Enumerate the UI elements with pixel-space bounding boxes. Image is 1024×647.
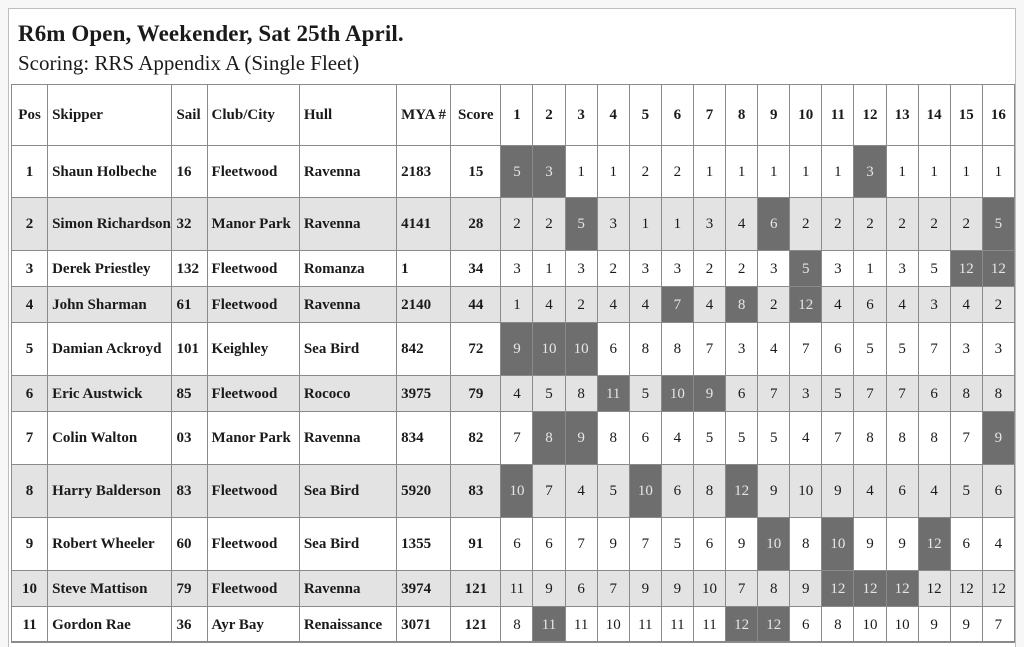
sail-cell: 16 <box>172 146 207 198</box>
race-score-discarded: 12 <box>982 251 1014 287</box>
race-score: 11 <box>565 607 597 643</box>
race-score: 7 <box>501 412 533 465</box>
race-score: 1 <box>533 251 565 287</box>
race-score-discarded: 6 <box>758 198 790 251</box>
sail-cell: 85 <box>172 376 207 412</box>
race-score: 5 <box>918 251 950 287</box>
race-score: 7 <box>565 518 597 571</box>
race-score-discarded: 9 <box>565 412 597 465</box>
table-bottom-rule <box>11 641 1015 642</box>
sail-cell: 32 <box>172 198 207 251</box>
score-cell: 91 <box>451 518 501 571</box>
col-header-race-7: 7 <box>693 85 725 146</box>
race-score: 9 <box>822 465 854 518</box>
race-score: 3 <box>790 376 822 412</box>
race-score-discarded: 12 <box>726 607 758 643</box>
table-row <box>12 251 1015 287</box>
race-score-discarded: 3 <box>854 146 886 198</box>
race-score: 7 <box>918 323 950 376</box>
table-row <box>12 518 1015 571</box>
race-score: 1 <box>501 287 533 323</box>
club-cell: Fleetwood <box>207 465 299 518</box>
race-score-discarded: 12 <box>726 465 758 518</box>
club-cell: Fleetwood <box>207 146 299 198</box>
race-score: 8 <box>501 607 533 643</box>
skipper-cell: Eric Austwick <box>48 376 172 412</box>
race-score: 11 <box>661 607 693 643</box>
col-header-race-13: 13 <box>886 85 918 146</box>
score-cell: 121 <box>451 607 501 643</box>
table-row <box>12 412 1015 465</box>
race-score: 8 <box>629 323 661 376</box>
mya-cell: 5920 <box>397 465 451 518</box>
hull-cell: Renaissance <box>299 607 396 643</box>
page-title: R6m Open, Weekender, Sat 25th April. <box>18 21 404 46</box>
race-score: 8 <box>790 518 822 571</box>
skipper-cell: Shaun Holbeche <box>48 146 172 198</box>
race-score: 4 <box>982 518 1014 571</box>
race-score-discarded: 10 <box>822 518 854 571</box>
col-header-race-10: 10 <box>790 85 822 146</box>
race-score-discarded: 12 <box>854 571 886 607</box>
table-row <box>12 376 1015 412</box>
race-score: 4 <box>854 465 886 518</box>
race-score: 11 <box>629 607 661 643</box>
race-score: 9 <box>886 518 918 571</box>
race-score: 3 <box>950 323 982 376</box>
race-score: 9 <box>790 571 822 607</box>
race-score: 2 <box>693 251 725 287</box>
race-score: 4 <box>950 287 982 323</box>
race-score: 2 <box>661 146 693 198</box>
hull-cell: Sea Bird <box>299 465 396 518</box>
race-score-discarded: 5 <box>501 146 533 198</box>
mya-cell: 4141 <box>397 198 451 251</box>
race-score: 2 <box>982 287 1014 323</box>
hull-cell: Ravenna <box>299 287 396 323</box>
race-score: 3 <box>693 198 725 251</box>
hull-cell: Ravenna <box>299 412 396 465</box>
race-score: 8 <box>693 465 725 518</box>
club-cell: Keighley <box>207 323 299 376</box>
race-score: 1 <box>822 146 854 198</box>
race-score: 6 <box>565 571 597 607</box>
results-table <box>11 84 1015 643</box>
race-score-discarded: 12 <box>758 607 790 643</box>
race-score: 8 <box>822 607 854 643</box>
mya-cell: 3975 <box>397 376 451 412</box>
race-score: 1 <box>693 146 725 198</box>
race-score: 6 <box>597 323 629 376</box>
col-header-race-9: 9 <box>758 85 790 146</box>
mya-cell: 834 <box>397 412 451 465</box>
score-cell: 44 <box>451 287 501 323</box>
race-score: 8 <box>565 376 597 412</box>
sail-cell: 60 <box>172 518 207 571</box>
race-score: 6 <box>822 323 854 376</box>
mya-cell: 3974 <box>397 571 451 607</box>
score-cell: 72 <box>451 323 501 376</box>
race-score: 4 <box>726 198 758 251</box>
race-score: 1 <box>982 146 1014 198</box>
race-score: 4 <box>533 287 565 323</box>
race-score: 1 <box>886 146 918 198</box>
race-score: 9 <box>854 518 886 571</box>
race-score: 2 <box>501 198 533 251</box>
race-score: 7 <box>533 465 565 518</box>
club-cell: Manor Park <box>207 198 299 251</box>
race-score: 2 <box>886 198 918 251</box>
race-score: 7 <box>822 412 854 465</box>
skipper-cell: Robert Wheeler <box>48 518 172 571</box>
race-score: 12 <box>918 571 950 607</box>
score-cell: 83 <box>451 465 501 518</box>
skipper-cell: Steve Mattison <box>48 571 172 607</box>
pos-cell: 2 <box>12 198 48 251</box>
col-header-race-2: 2 <box>533 85 565 146</box>
race-score: 3 <box>758 251 790 287</box>
race-score: 7 <box>693 323 725 376</box>
skipper-cell: Derek Priestley <box>48 251 172 287</box>
pos-cell: 5 <box>12 323 48 376</box>
race-score: 3 <box>629 251 661 287</box>
sail-cell: 101 <box>172 323 207 376</box>
race-score: 9 <box>661 571 693 607</box>
mya-cell: 842 <box>397 323 451 376</box>
race-score: 9 <box>950 607 982 643</box>
hull-cell: Rococo <box>299 376 396 412</box>
race-score: 2 <box>565 287 597 323</box>
race-score: 5 <box>758 412 790 465</box>
col-header-race-16: 16 <box>982 85 1014 146</box>
col-header-race-5: 5 <box>629 85 661 146</box>
score-cell: 82 <box>451 412 501 465</box>
race-score: 7 <box>726 571 758 607</box>
race-score: 1 <box>629 198 661 251</box>
race-score: 8 <box>597 412 629 465</box>
col-header-pos: Pos <box>12 85 48 146</box>
race-score: 8 <box>950 376 982 412</box>
pos-cell: 3 <box>12 251 48 287</box>
race-score: 1 <box>565 146 597 198</box>
hull-cell: Ravenna <box>299 146 396 198</box>
hull-cell: Romanza <box>299 251 396 287</box>
race-score-discarded: 10 <box>533 323 565 376</box>
race-score: 6 <box>629 412 661 465</box>
table-row <box>12 465 1015 518</box>
race-score: 1 <box>950 146 982 198</box>
table-row <box>12 571 1015 607</box>
race-score-discarded: 8 <box>726 287 758 323</box>
mya-cell: 2140 <box>397 287 451 323</box>
col-header-sail: Sail <box>172 85 207 146</box>
race-score: 6 <box>661 465 693 518</box>
pos-cell: 11 <box>12 607 48 643</box>
pos-cell: 8 <box>12 465 48 518</box>
mya-cell: 3071 <box>397 607 451 643</box>
race-score-discarded: 12 <box>790 287 822 323</box>
club-cell: Ayr Bay <box>207 607 299 643</box>
race-score: 2 <box>950 198 982 251</box>
race-score: 3 <box>822 251 854 287</box>
mya-cell: 1 <box>397 251 451 287</box>
race-score: 2 <box>597 251 629 287</box>
race-score: 8 <box>918 412 950 465</box>
pos-cell: 7 <box>12 412 48 465</box>
race-score: 6 <box>790 607 822 643</box>
col-header-hull: Hull <box>299 85 396 146</box>
sail-cell: 132 <box>172 251 207 287</box>
race-score: 9 <box>533 571 565 607</box>
col-header-race-8: 8 <box>726 85 758 146</box>
hull-cell: Ravenna <box>299 198 396 251</box>
col-header-race-11: 11 <box>822 85 854 146</box>
race-score-discarded: 10 <box>661 376 693 412</box>
race-score: 1 <box>918 146 950 198</box>
race-score-discarded: 11 <box>597 376 629 412</box>
club-cell: Fleetwood <box>207 518 299 571</box>
col-header-skipper: Skipper <box>48 85 172 146</box>
race-score: 10 <box>693 571 725 607</box>
race-score: 6 <box>950 518 982 571</box>
score-cell: 79 <box>451 376 501 412</box>
race-score-discarded: 12 <box>822 571 854 607</box>
skipper-cell: Harry Balderson <box>48 465 172 518</box>
race-score: 5 <box>629 376 661 412</box>
col-header-mya: MYA # <box>397 85 451 146</box>
race-score: 1 <box>790 146 822 198</box>
col-header-race-6: 6 <box>661 85 693 146</box>
race-score: 9 <box>629 571 661 607</box>
race-score-discarded: 8 <box>533 412 565 465</box>
race-score: 10 <box>790 465 822 518</box>
hull-cell: Ravenna <box>299 571 396 607</box>
race-score-discarded: 9 <box>501 323 533 376</box>
race-score-discarded: 10 <box>758 518 790 571</box>
race-score: 2 <box>533 198 565 251</box>
race-score: 1 <box>661 198 693 251</box>
race-score: 9 <box>597 518 629 571</box>
race-score: 4 <box>661 412 693 465</box>
table-row <box>12 146 1015 198</box>
race-score: 12 <box>982 571 1014 607</box>
race-score: 9 <box>918 607 950 643</box>
header-row <box>12 85 1015 146</box>
race-score: 8 <box>661 323 693 376</box>
score-cell: 28 <box>451 198 501 251</box>
club-cell: Fleetwood <box>207 251 299 287</box>
race-score: 10 <box>886 607 918 643</box>
sail-cell: 03 <box>172 412 207 465</box>
table-row <box>12 323 1015 376</box>
race-score-discarded: 12 <box>918 518 950 571</box>
race-score: 2 <box>629 146 661 198</box>
race-score: 5 <box>661 518 693 571</box>
race-score: 7 <box>886 376 918 412</box>
skipper-cell: Simon Richardson <box>48 198 172 251</box>
race-score-discarded: 9 <box>693 376 725 412</box>
race-score: 5 <box>597 465 629 518</box>
club-cell: Fleetwood <box>207 376 299 412</box>
race-score: 2 <box>726 251 758 287</box>
race-score: 6 <box>918 376 950 412</box>
race-score: 3 <box>565 251 597 287</box>
score-cell: 15 <box>451 146 501 198</box>
skipper-cell: John Sharman <box>48 287 172 323</box>
race-score: 9 <box>758 465 790 518</box>
race-score-discarded: 10 <box>565 323 597 376</box>
table-row <box>12 198 1015 251</box>
race-score: 1 <box>854 251 886 287</box>
race-score: 3 <box>597 198 629 251</box>
race-score: 5 <box>726 412 758 465</box>
score-cell: 121 <box>451 571 501 607</box>
pos-cell: 9 <box>12 518 48 571</box>
race-score-discarded: 12 <box>950 251 982 287</box>
race-score: 4 <box>693 287 725 323</box>
sail-cell: 79 <box>172 571 207 607</box>
col-header-race-15: 15 <box>950 85 982 146</box>
pos-cell: 10 <box>12 571 48 607</box>
race-score: 11 <box>501 571 533 607</box>
col-header-score: Score <box>451 85 501 146</box>
table-row <box>12 287 1015 323</box>
club-cell: Fleetwood <box>207 571 299 607</box>
race-score-discarded: 7 <box>661 287 693 323</box>
race-score: 8 <box>854 412 886 465</box>
race-score: 3 <box>982 323 1014 376</box>
results-sheet <box>8 8 1016 647</box>
sail-cell: 36 <box>172 607 207 643</box>
hull-cell: Sea Bird <box>299 518 396 571</box>
race-score-discarded: 10 <box>629 465 661 518</box>
race-score: 5 <box>950 465 982 518</box>
race-score: 10 <box>854 607 886 643</box>
race-score: 8 <box>982 376 1014 412</box>
mya-cell: 2183 <box>397 146 451 198</box>
race-score: 7 <box>854 376 886 412</box>
race-score: 6 <box>693 518 725 571</box>
club-cell: Fleetwood <box>207 287 299 323</box>
race-score: 2 <box>918 198 950 251</box>
race-score: 7 <box>597 571 629 607</box>
race-score: 5 <box>854 323 886 376</box>
race-score: 7 <box>758 376 790 412</box>
scoring-subtitle: Scoring: RRS Appendix A (Single Fleet) <box>18 51 360 75</box>
race-score: 8 <box>758 571 790 607</box>
race-score: 4 <box>822 287 854 323</box>
club-cell: Manor Park <box>207 412 299 465</box>
race-score: 3 <box>501 251 533 287</box>
race-score: 3 <box>886 251 918 287</box>
race-score: 1 <box>726 146 758 198</box>
race-score: 2 <box>822 198 854 251</box>
results-body <box>12 146 1015 643</box>
race-score: 6 <box>726 376 758 412</box>
race-score: 4 <box>629 287 661 323</box>
race-score: 7 <box>982 607 1014 643</box>
race-score: 9 <box>726 518 758 571</box>
race-score-discarded: 10 <box>501 465 533 518</box>
skipper-cell: Damian Ackroyd <box>48 323 172 376</box>
skipper-cell: Gordon Rae <box>48 607 172 643</box>
col-header-race-1: 1 <box>501 85 533 146</box>
mya-cell: 1355 <box>397 518 451 571</box>
col-header-race-14: 14 <box>918 85 950 146</box>
race-score: 2 <box>790 198 822 251</box>
race-score: 7 <box>790 323 822 376</box>
pos-cell: 6 <box>12 376 48 412</box>
sail-cell: 83 <box>172 465 207 518</box>
race-score: 2 <box>854 198 886 251</box>
race-score-discarded: 5 <box>565 198 597 251</box>
race-score: 4 <box>565 465 597 518</box>
race-score-discarded: 9 <box>982 412 1014 465</box>
pos-cell: 1 <box>12 146 48 198</box>
race-score-discarded: 5 <box>982 198 1014 251</box>
race-score: 4 <box>597 287 629 323</box>
race-score: 12 <box>950 571 982 607</box>
race-score: 3 <box>918 287 950 323</box>
race-score: 3 <box>726 323 758 376</box>
race-score: 7 <box>950 412 982 465</box>
race-score: 5 <box>886 323 918 376</box>
race-score-discarded: 12 <box>886 571 918 607</box>
table-row <box>12 607 1015 643</box>
race-score: 4 <box>918 465 950 518</box>
race-score: 5 <box>693 412 725 465</box>
race-score: 5 <box>822 376 854 412</box>
race-score: 8 <box>886 412 918 465</box>
col-header-race-3: 3 <box>565 85 597 146</box>
race-score: 6 <box>501 518 533 571</box>
race-score-discarded: 11 <box>533 607 565 643</box>
col-header-race-4: 4 <box>597 85 629 146</box>
pos-cell: 4 <box>12 287 48 323</box>
score-cell: 34 <box>451 251 501 287</box>
race-score: 4 <box>886 287 918 323</box>
hull-cell: Sea Bird <box>299 323 396 376</box>
race-score: 1 <box>758 146 790 198</box>
race-score: 6 <box>886 465 918 518</box>
race-score: 4 <box>790 412 822 465</box>
col-header-club: Club/City <box>207 85 299 146</box>
race-score: 4 <box>501 376 533 412</box>
col-header-race-12: 12 <box>854 85 886 146</box>
race-score: 7 <box>629 518 661 571</box>
race-score-discarded: 5 <box>790 251 822 287</box>
sail-cell: 61 <box>172 287 207 323</box>
race-score: 3 <box>661 251 693 287</box>
race-score: 11 <box>693 607 725 643</box>
race-score-discarded: 3 <box>533 146 565 198</box>
skipper-cell: Colin Walton <box>48 412 172 465</box>
race-score: 6 <box>982 465 1014 518</box>
race-score: 4 <box>758 323 790 376</box>
race-score: 5 <box>533 376 565 412</box>
race-score: 2 <box>758 287 790 323</box>
race-score: 1 <box>597 146 629 198</box>
race-score: 10 <box>597 607 629 643</box>
race-score: 6 <box>533 518 565 571</box>
race-score: 6 <box>854 287 886 323</box>
